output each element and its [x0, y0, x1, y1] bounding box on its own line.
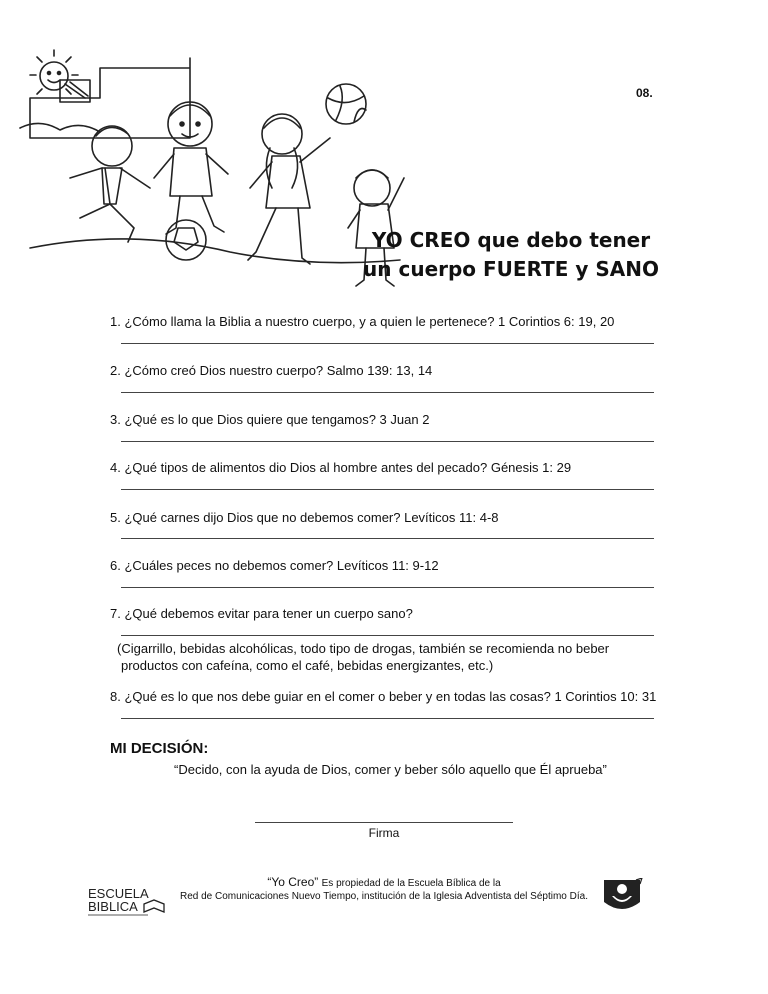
- question-2: 2. ¿Cómo creó Dios nuestro cuerpo? Salmo 139: 13, 14: [110, 363, 433, 378]
- answer-line-2[interactable]: [121, 392, 654, 393]
- decision-heading: MI DECISIÓN:: [110, 740, 209, 757]
- footer-line-1-rest: Es propiedad de la Escuela Bíblica de la: [321, 878, 501, 889]
- signature-label: Firma: [368, 826, 400, 840]
- question-3: 3. ¿Qué es lo que Dios quiere que tengamos? 3 Juan 2: [110, 412, 430, 427]
- footer-quote: “Yo Creo”: [267, 875, 319, 889]
- answer-line-8[interactable]: [121, 718, 654, 719]
- answer-line-5[interactable]: [121, 538, 654, 539]
- lesson-number: 08.: [636, 86, 653, 100]
- church-emblem-icon: [600, 878, 644, 916]
- answer-line-1[interactable]: [121, 343, 654, 344]
- question-7: 7. ¿Qué debemos evitar para tener un cuerpo sano?: [110, 606, 413, 621]
- title-line-1: YO CREO que debo tener: [371, 228, 651, 252]
- question-1: 1. ¿Cómo llama la Biblia a nuestro cuerpo, y a quien le pertenece? 1 Corintios 6: 19, 20: [110, 314, 615, 329]
- avoid-note: [117, 640, 657, 674]
- note-line-1: (Cigarrillo, bebidas alcohólicas, todo tipo de drogas, también se recomienda no beber: [117, 641, 610, 656]
- footer-line-2: Red de Comunicaciones Nuevo Tiempo, institución de la Iglesia Adventista del Séptimo Día.: [179, 891, 588, 902]
- decision-text: “Decido, con la ayuda de Dios, comer y beber sólo aquello que Él aprueba”: [174, 762, 607, 777]
- question-8: 8. ¿Qué es lo que nos debe guiar en el comer o beber y en todas las cosas? 1 Corintios 10: 31: [110, 689, 657, 704]
- book-icon: [144, 900, 164, 912]
- escuela-biblica-logo: [88, 884, 166, 918]
- question-5: 5. ¿Qué carnes dijo Dios que no debemos comer? Levíticos 11: 4-8: [110, 510, 499, 525]
- question-6: 6. ¿Cuáles peces no debemos comer? Levíticos 11: 9-12: [110, 558, 439, 573]
- answer-line-3[interactable]: [121, 441, 654, 442]
- logo-text-biblica: BIBLICA: [88, 899, 138, 914]
- answer-line-4[interactable]: [121, 489, 654, 490]
- answer-line-7[interactable]: [121, 635, 654, 636]
- children-playing-illustration: [10, 28, 410, 290]
- title-line-2: un cuerpo FUERTE y SANO: [363, 257, 659, 281]
- signature-line[interactable]: [255, 822, 513, 823]
- logo-text-escuela: ESCUELA: [88, 886, 149, 901]
- question-4: 4. ¿Qué tipos de alimentos dio Dios al hombre antes del pecado? Génesis 1: 29: [110, 460, 572, 475]
- page-title: [356, 226, 666, 284]
- note-line-2: productos con cafeína, como el café, bebidas energizantes, etc.): [121, 658, 494, 673]
- answer-line-6[interactable]: [121, 587, 654, 588]
